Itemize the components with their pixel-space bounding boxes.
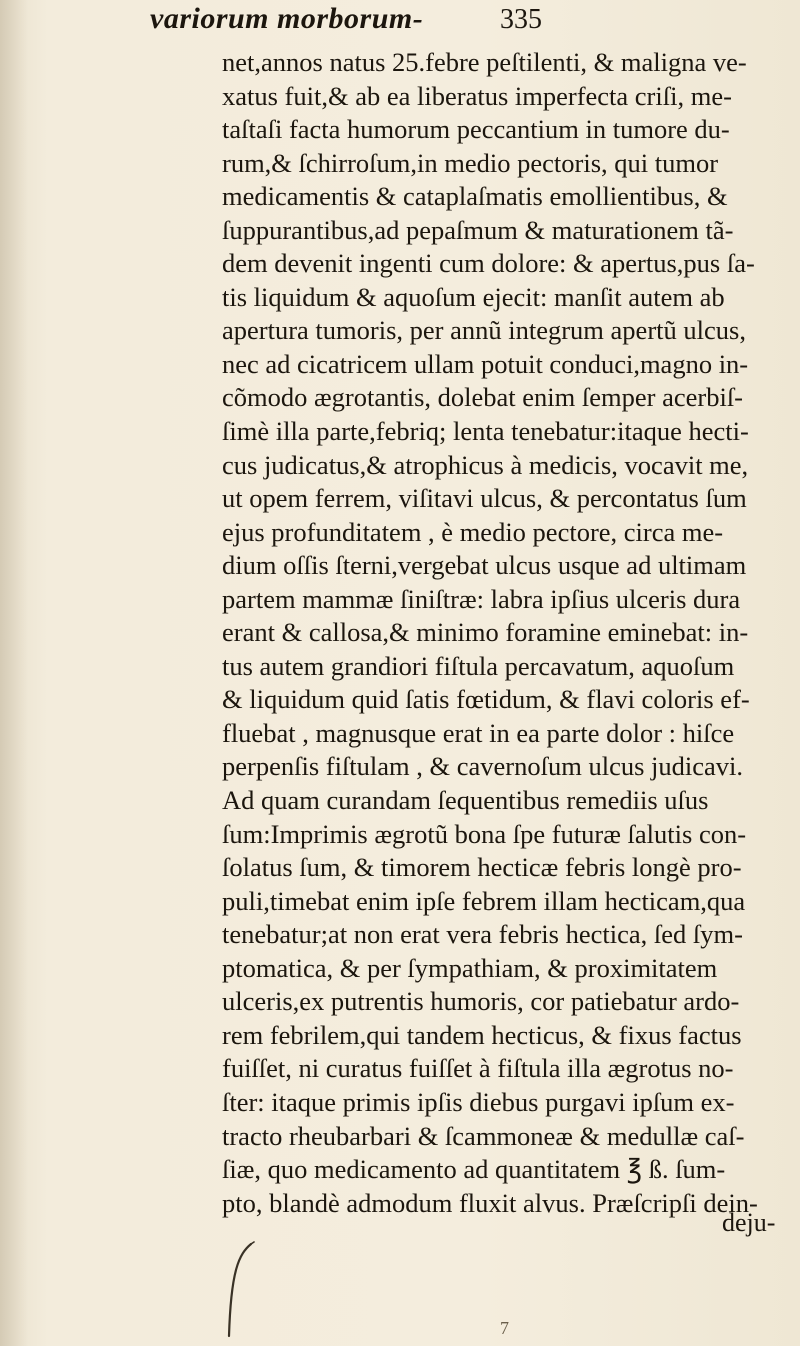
text-line: dem devenit ingenti cum dolore: & apertus,pus ſa- bbox=[222, 248, 755, 279]
text-line: fluebat , magnusque erat in ea parte dolor : hiſce bbox=[222, 717, 735, 748]
text-line: tus autem grandiori fiſtula percavatum, aquoſum bbox=[222, 650, 735, 681]
page-number: 335 bbox=[500, 4, 542, 35]
text-line: pto, blandè admodum fluxit alvus. Præſcripſi dein- bbox=[222, 1187, 758, 1218]
text-line: fuiſſet, ni curatus fuiſſet à fiſtula illa ægrotus no- bbox=[222, 1053, 734, 1084]
text-line: & liquidum quid ſatis fœtidum, & flavi coloris ef- bbox=[222, 684, 750, 715]
text-line: Ad quam curandam ſequentibus remediis uſus bbox=[222, 785, 709, 816]
catchword: deju- bbox=[722, 1208, 776, 1237]
body-text bbox=[222, 46, 782, 1220]
text-line: rum,& ſchirroſum,in medio pectoris, qui tumor bbox=[222, 147, 719, 178]
text-line: cus judicatus,& atrophicus à medicis, vocavit me, bbox=[222, 449, 749, 480]
text-line: erant & callosa,& minimo foramine eminebat: in- bbox=[222, 617, 749, 648]
text-line: perpenſis fiſtulam , & cavernoſum ulcus judicavi. bbox=[222, 751, 744, 782]
text-line: ptomatica, & per ſympathiam, & proximitatem bbox=[222, 952, 718, 983]
text-line: ſter: itaque primis ipſis diebus purgavi ipſum ex- bbox=[222, 1086, 735, 1117]
text-line: cõmodo ægrotantis, dolebat enim ſemper acerbiſ- bbox=[222, 382, 744, 413]
text-line: nec ad cicatricem ullam potuit conduci,magno in- bbox=[222, 348, 749, 379]
text-line: ſuppurantibus,ad pepaſmum & maturationem tã- bbox=[222, 214, 734, 245]
text-line: ut opem ferrem, viſitavi ulcus, & percontatus ſum bbox=[222, 483, 747, 514]
text-line: dium oſſis ſterni,vergebat ulcus usque ad ultimam bbox=[222, 550, 747, 581]
pencil-mark bbox=[225, 1240, 255, 1340]
page-header bbox=[70, 2, 760, 44]
text-line: ejus profunditatem , è medio pectore, circa me- bbox=[222, 516, 724, 547]
text-line: ſum:Imprimis ægrotũ bona ſpe futuræ ſalutis con- bbox=[222, 818, 747, 849]
gutter-shadow bbox=[0, 0, 28, 1346]
running-title: variorum morborum- bbox=[150, 2, 424, 35]
text-line: net,annos natus 25.febre peſtilenti, & maligna ve- bbox=[222, 47, 747, 77]
text-line: rem febrilem,qui tandem hecticus, & fixus factus bbox=[222, 1019, 742, 1050]
text-line: apertura tumoris, per annũ integrum apertũ ulcus, bbox=[222, 315, 746, 346]
text-line: ſimè illa parte,febriq; lenta tenebatur:itaque hecti- bbox=[222, 416, 749, 447]
stray-mark: 7 bbox=[500, 1318, 509, 1338]
text-line: tracto rheubarbari & ſcammoneæ & medullæ caſ- bbox=[222, 1120, 745, 1151]
text-line: ſolatus ſum, & timorem hecticæ febris longè pro- bbox=[222, 852, 742, 883]
text-line: tenebatur;at non erat vera febris hectica, ſed ſym- bbox=[222, 919, 743, 950]
text-line: xatus fuit,& ab ea liberatus imperfecta criſi, me- bbox=[222, 80, 732, 111]
text-line: taſtaſi facta humorum peccantium in tumore du- bbox=[222, 114, 730, 145]
text-line: partem mammæ ſiniſtræ: labra ipſius ulceris dura bbox=[222, 583, 741, 614]
text-line: medicamentis & cataplaſmatis emollientibus, & bbox=[222, 181, 728, 212]
text-line: tis liquidum & aquoſum ejecit: manſit autem ab bbox=[222, 281, 725, 312]
text-line: puli,timebat enim ipſe febrem illam hecticam,qua bbox=[222, 885, 746, 916]
text-line: ulceris,ex putrentis humoris, cor patiebatur ardo- bbox=[222, 986, 740, 1017]
text-line: ſiæ, quo medicamento ad quantitatem ℥ ß. ſum- bbox=[222, 1154, 726, 1185]
